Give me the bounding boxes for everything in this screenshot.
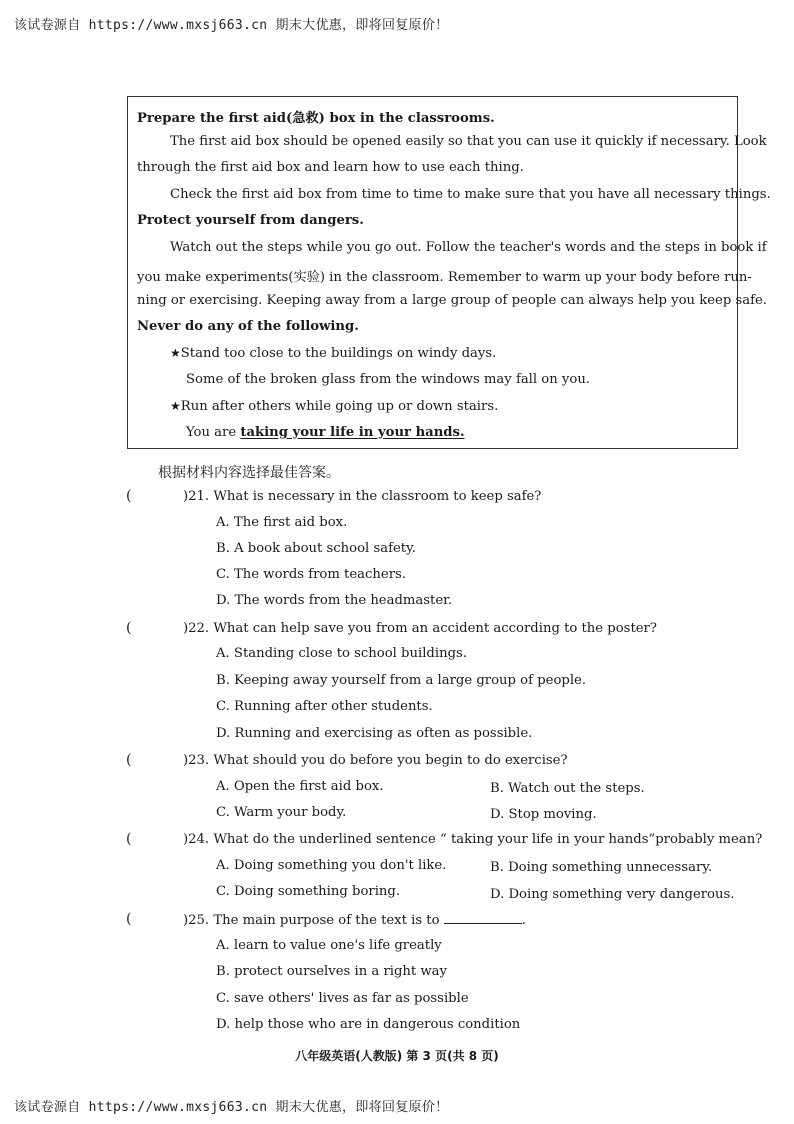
option: D. The words from the headmaster. <box>216 593 453 608</box>
option: B. Doing something unnecessary. <box>490 860 713 875</box>
answer-paren[interactable]: ( <box>126 488 132 504</box>
star-icon: ★ <box>170 346 181 360</box>
question-stem: The main purpose of the text is to <box>213 913 440 928</box>
passage-line <box>170 346 496 361</box>
option: C. Running after other students. <box>216 699 433 714</box>
question-number: )23. <box>183 753 210 768</box>
answer-paren[interactable]: ( <box>126 911 132 927</box>
watermark-bottom: 该试卷源自 https://www.mxsj663.cn 期末大优惠，即将回复原价！ <box>14 1100 449 1115</box>
option: A. Standing close to school buildings. <box>216 646 467 661</box>
answer-paren[interactable]: ( <box>126 831 132 847</box>
instruction: 根据材料内容选择最佳答案。 <box>158 465 340 481</box>
plain-text: You are <box>186 425 241 440</box>
option: A. The first aid box. <box>216 515 348 530</box>
star-item-1: Stand too close to the buildings on windy days. <box>180 346 497 361</box>
period: . <box>521 913 526 928</box>
option: D. Doing something very dangerous. <box>490 887 735 902</box>
question-number: )21. <box>183 489 210 504</box>
question-stem: What can help save you from an accident according to the poster? <box>213 621 657 636</box>
option: D. help those who are in dangerous condition <box>216 1017 521 1032</box>
watermark-top: 该试卷源自 https://www.mxsj663.cn 期末大优惠，即将回复原价！ <box>14 18 449 33</box>
answer-paren[interactable]: ( <box>126 620 132 636</box>
question-25 <box>183 912 526 928</box>
passage-heading-1: Prepare the first aid(急救) box in the classrooms. <box>137 111 495 126</box>
passage-box <box>127 96 771 449</box>
page-footer: 八年级英语(人教版) 第 3 页(共 8 页) <box>295 1049 499 1063</box>
passage-heading-3: Never do any of the following. <box>137 319 359 334</box>
question-21 <box>183 489 541 504</box>
passage-line: ning or exercising. Keeping away from a large group of people can always help you keep safe. <box>137 293 767 308</box>
question-number: )25. <box>183 913 210 928</box>
question-number: )22. <box>183 621 210 636</box>
passage-line: Check the first aid box from time to time to make sure that you have all necessary things. <box>170 187 771 202</box>
question-24 <box>183 832 762 847</box>
answer-paren[interactable]: ( <box>126 752 132 768</box>
underlined-sentence: taking your life in your hands. <box>240 425 465 440</box>
option: C. Doing something boring. <box>216 884 401 899</box>
option: B. Watch out the steps. <box>490 781 645 796</box>
option: C. The words from teachers. <box>216 567 406 582</box>
passage-line <box>170 399 498 414</box>
option: C. Warm your body. <box>216 805 347 820</box>
passage-line: through the first aid box and learn how to use each thing. <box>137 160 524 175</box>
option: B. A book about school safety. <box>216 541 416 556</box>
passage-line: The first aid box should be opened easily so that you can use it quickly if necessary. Look <box>170 134 767 149</box>
question-stem: What is necessary in the classroom to keep safe? <box>213 489 542 504</box>
star-icon: ★ <box>170 399 181 413</box>
question-22 <box>183 621 657 636</box>
star-item-2: Run after others while going up or down stairs. <box>180 399 499 414</box>
question-23 <box>183 753 568 768</box>
passage-heading-2: Protect yourself from dangers. <box>137 213 364 228</box>
passage-line: Watch out the steps while you go out. Follow the teacher's words and the steps in book if <box>170 240 767 255</box>
passage-line <box>186 425 465 440</box>
answer-blank[interactable] <box>444 912 522 924</box>
option: B. Keeping away yourself from a large group of people. <box>216 673 587 688</box>
option: D. Running and exercising as often as possible. <box>216 726 533 741</box>
question-number: )24. <box>183 832 210 847</box>
option: B. protect ourselves in a right way <box>216 964 447 979</box>
passage-line: Some of the broken glass from the windows may fall on you. <box>186 372 591 387</box>
option: A. Open the first aid box. <box>216 779 384 794</box>
option: D. Stop moving. <box>490 807 597 822</box>
question-stem: What should you do before you begin to do exercise? <box>213 753 568 768</box>
passage-line: you make experiments(实验) in the classroom. Remember to warm up your body before run- <box>137 270 752 285</box>
option: A. Doing something you don't like. <box>216 858 447 873</box>
option: A. learn to value one's life greatly <box>216 938 442 953</box>
question-stem: What do the underlined sentence “ taking your life in your hands”probably mean? <box>213 832 763 847</box>
option: C. save others' lives as far as possible <box>216 991 469 1006</box>
